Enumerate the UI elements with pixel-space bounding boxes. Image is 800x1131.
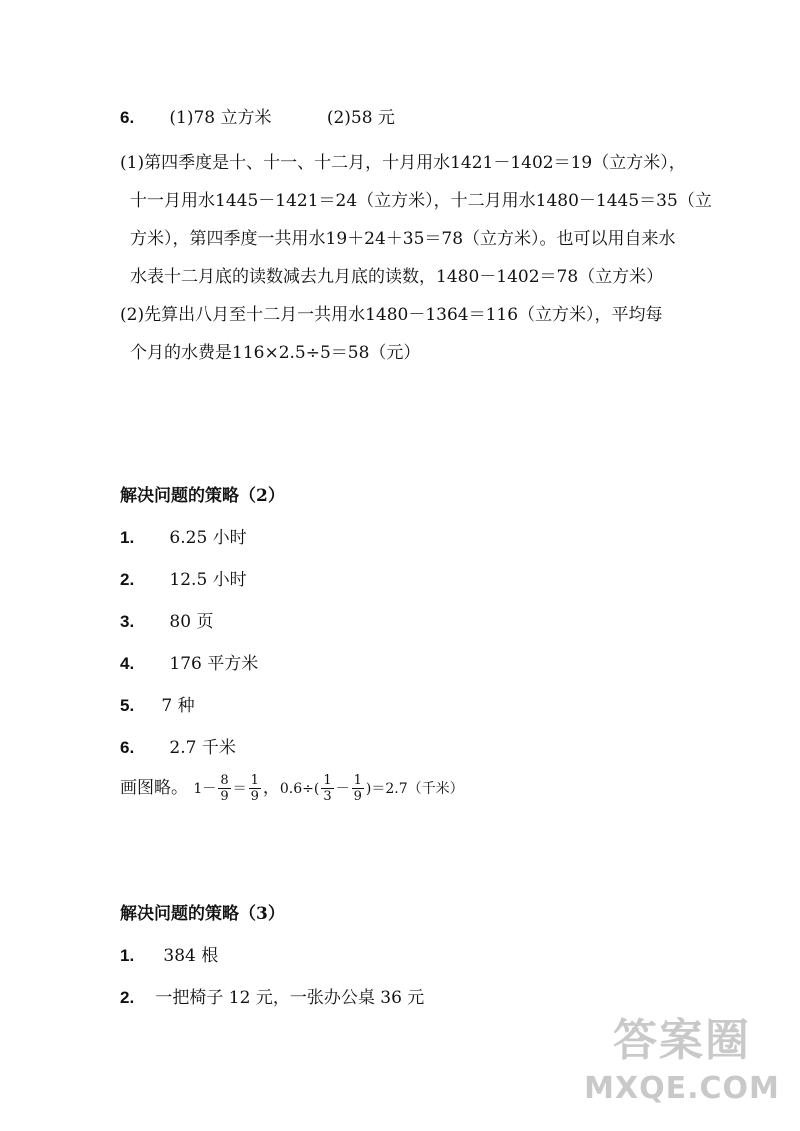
item-answer: 12.5 小时 [169, 570, 247, 590]
section2-item [120, 568, 247, 592]
fraction [218, 773, 230, 804]
fraction-numerator: 1 [250, 773, 259, 788]
watermark-title: 答案圈 [613, 1015, 751, 1066]
fraction-denominator: 9 [353, 789, 362, 804]
section3-item [120, 986, 424, 1010]
note-minus: － [335, 781, 350, 797]
fraction [352, 773, 364, 804]
watermark-logo [582, 1013, 782, 1123]
section2-item [120, 610, 213, 634]
note-prefix: 画图略。 [120, 778, 188, 798]
item-number: 2. [120, 988, 135, 1007]
item-answer: 7 种 [161, 696, 195, 716]
item-number: 3. [120, 612, 135, 631]
q6-explanation [120, 144, 712, 372]
q6-explanation-line: 水表十二月底的读数减去九月底的读数，1480－1402＝78（立方米） [130, 267, 664, 287]
item-number: 5. [120, 696, 135, 715]
q6-answer-line [120, 106, 395, 130]
note-tail: )＝2.7（千米） [365, 781, 464, 797]
section2-title: 解决问题的策略（2） [120, 486, 285, 506]
note-expr2-lead: 0.6÷( [279, 781, 320, 797]
section2-item [120, 526, 247, 550]
item-answer: 2.7 千米 [169, 738, 236, 758]
note-separator: ， [262, 778, 280, 798]
fraction [321, 773, 333, 804]
item-number: 6. [120, 738, 135, 757]
section3-title: 解决问题的策略（3） [120, 904, 285, 924]
section2-item [120, 652, 258, 676]
section2-note [120, 772, 464, 805]
q6-answer-a: (1)78 立方米 [169, 108, 272, 128]
section2-item [120, 736, 236, 760]
item-number: 4. [120, 654, 135, 673]
fraction-numerator: 1 [323, 773, 332, 788]
item-number: 1. [120, 528, 135, 547]
item-answer: 176 平方米 [169, 654, 259, 674]
fraction-numerator: 1 [353, 773, 362, 788]
item-answer: 80 页 [169, 612, 214, 632]
q6-number: 6. [120, 108, 135, 127]
fraction-numerator: 8 [220, 773, 229, 788]
watermark-url: MXQE.COM [584, 1071, 780, 1106]
fraction [249, 773, 261, 804]
q6-explanation-line: (2)先算出八月至十二月一共用水1480－1364＝116（立方米），平均每 [120, 305, 663, 325]
item-answer: 384 根 [163, 946, 219, 966]
item-answer: 一把椅子 12 元，一张办公桌 36 元 [155, 988, 425, 1008]
q6-explanation-line: 个月的水费是116×2.5÷5＝58（元） [130, 343, 421, 363]
q6-explanation-line: 方米），第四季度一共用水19＋24＋35＝78（立方米）。也可以用自来水 [130, 229, 676, 249]
q6-explanation-line: (1)第四季度是十、十一、十二月，十月用水1421－1402＝19（立方米）， [120, 153, 686, 173]
section3-item [120, 944, 218, 968]
fraction-denominator: 9 [250, 789, 259, 804]
item-answer: 6.25 小时 [169, 528, 247, 548]
note-expr1-lead: 1－ [193, 781, 217, 797]
note-equals: ＝ [232, 781, 247, 797]
fraction-denominator: 9 [220, 789, 229, 804]
section2-item [120, 694, 195, 718]
fraction-denominator: 3 [323, 789, 332, 804]
item-number: 1. [120, 946, 135, 965]
q6-explanation-line: 十一月用水1445－1421＝24（立方米），十二月用水1480－1445＝35（立 [130, 191, 712, 211]
q6-answer-b: (2)58 元 [326, 108, 395, 128]
item-number: 2. [120, 570, 135, 589]
